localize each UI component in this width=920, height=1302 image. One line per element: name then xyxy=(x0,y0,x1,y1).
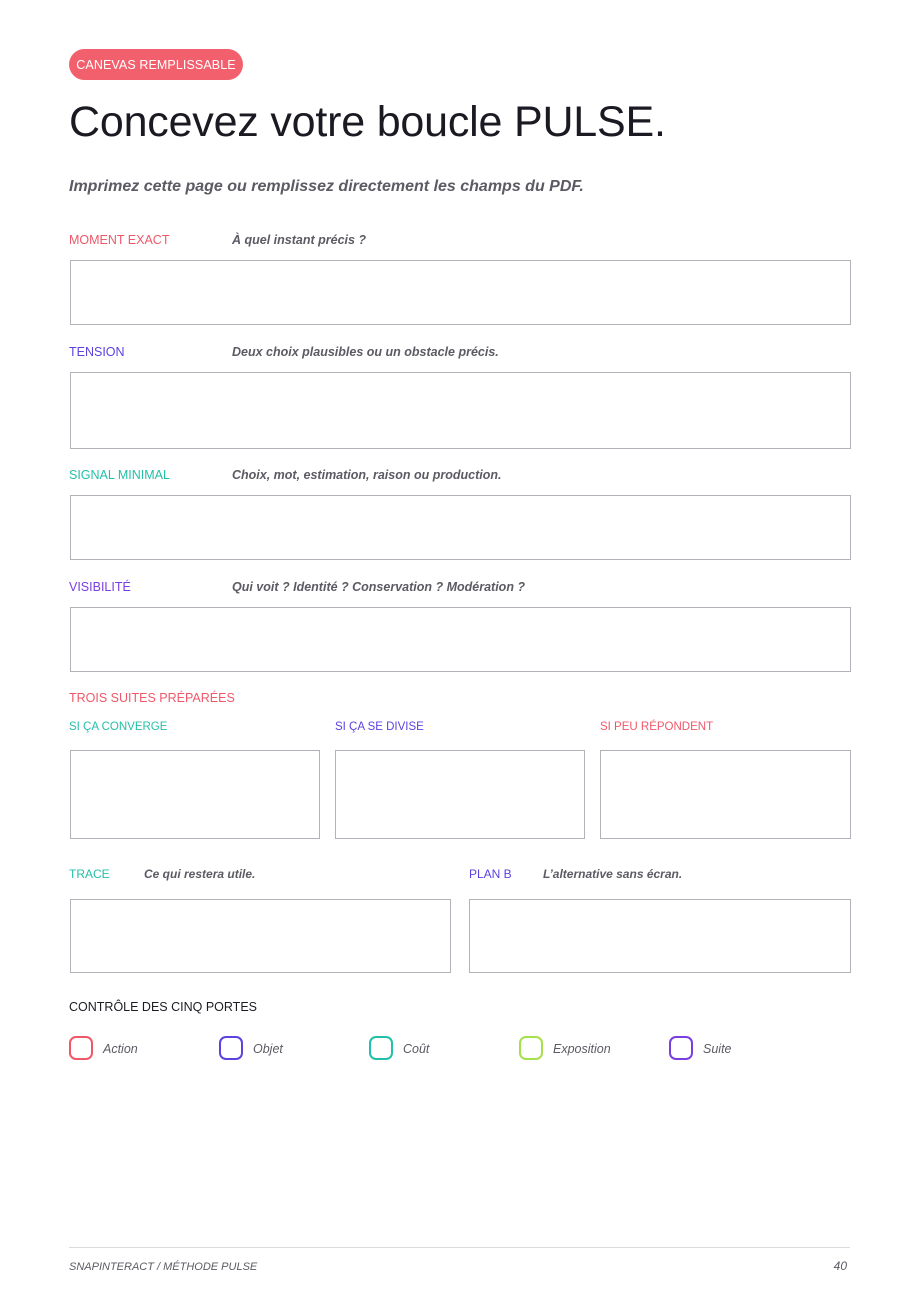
tension-field[interactable] xyxy=(70,372,851,449)
tension-hint: Deux choix plausibles ou un obstacle précis. xyxy=(232,345,499,359)
exposition-checkbox[interactable] xyxy=(519,1036,543,1060)
planb-hint: L’alternative sans écran. xyxy=(543,867,683,881)
suite-divise-label: SI ÇA SE DIVISE xyxy=(335,721,424,733)
signal-label: SIGNAL MINIMAL xyxy=(69,468,170,482)
cout-checkbox-label: Coût xyxy=(403,1042,430,1056)
suite-peu-label: SI PEU RÉPONDENT xyxy=(600,721,714,733)
trace-label: TRACE xyxy=(69,867,110,881)
action-checkbox[interactable] xyxy=(69,1036,93,1060)
signal-hint: Choix, mot, estimation, raison ou production. xyxy=(232,468,502,482)
suite-checkbox[interactable] xyxy=(669,1036,693,1060)
suite-converge-label: SI ÇA CONVERGE xyxy=(69,721,168,733)
planb-field[interactable] xyxy=(469,899,851,973)
page-subtitle: Imprimez cette page ou remplissez directement les champs du PDF. xyxy=(69,178,584,195)
planb-label: PLAN B xyxy=(469,867,512,881)
footer-title: SNAPINTERACT / MÉTHODE PULSE xyxy=(69,1261,258,1273)
visibilite-field[interactable] xyxy=(70,607,851,672)
exposition-checkbox-label: Exposition xyxy=(553,1042,611,1056)
section-badge: CANEVAS REMPLISSABLE xyxy=(69,49,243,80)
portes-heading: CONTRÔLE DES CINQ PORTES xyxy=(69,1000,257,1014)
suite-peu-field[interactable] xyxy=(600,750,851,839)
trace-field[interactable] xyxy=(70,899,451,973)
moment-label: MOMENT EXACT xyxy=(69,233,170,247)
footer-divider xyxy=(69,1247,850,1248)
objet-checkbox[interactable] xyxy=(219,1036,243,1060)
suite-checkbox-label: Suite xyxy=(703,1042,732,1056)
moment-field[interactable] xyxy=(70,260,851,325)
page-number: 40 xyxy=(833,1259,847,1273)
suite-divise-field[interactable] xyxy=(335,750,585,839)
objet-checkbox-label: Objet xyxy=(253,1042,283,1056)
visibilite-hint: Qui voit ? Identité ? Conservation ? Modération ? xyxy=(232,580,526,594)
cout-checkbox[interactable] xyxy=(369,1036,393,1060)
suite-converge-field[interactable] xyxy=(70,750,320,839)
visibilite-label: VISIBILITÉ xyxy=(69,580,131,594)
suites-heading: TROIS SUITES PRÉPARÉES xyxy=(69,691,235,705)
signal-field[interactable] xyxy=(70,495,851,560)
moment-hint: À quel instant précis ? xyxy=(232,233,367,247)
page-title: Concevez votre boucle PULSE. xyxy=(69,98,666,146)
trace-hint: Ce qui restera utile. xyxy=(144,867,256,881)
action-checkbox-label: Action xyxy=(103,1042,138,1056)
tension-label: TENSION xyxy=(69,345,125,359)
